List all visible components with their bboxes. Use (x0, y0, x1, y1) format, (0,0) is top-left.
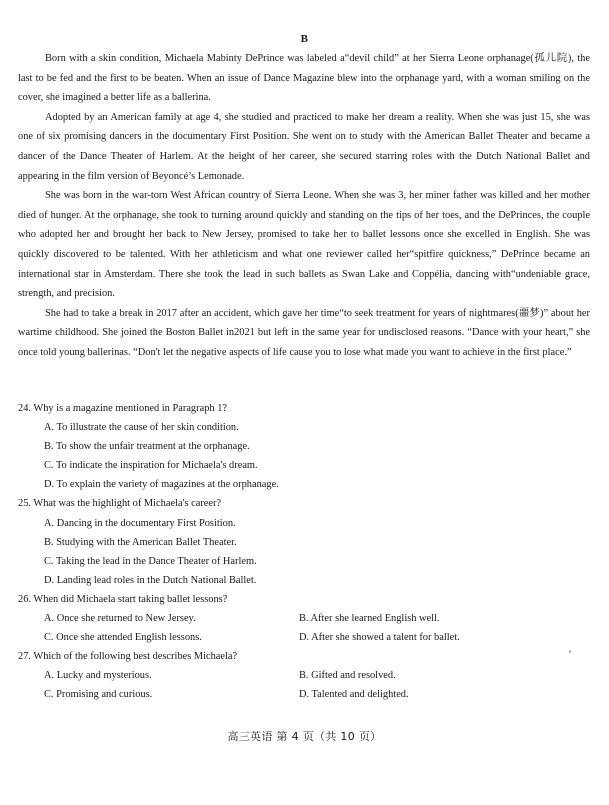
passage-paragraph-3: She was born in the war-torn West African country of Sierra Leone. When she was 3, her miner father was killed and her mother died of hunger. At the orphanage, she took to turning around quickly and standing on the tips of her toes, and the DePrinces, the couple who adopted her and brought her back to New Jersey, promised to take her to ballet lessons once she excelled in English. She was quickly discovered to be talented. With her athleticism and what one reviewer called her“spitfire quickness,” DePrince became an international star in Amsterdam. There she took the lead in such ballets as Swan Lake and Coppélia, dancing with“undeniable grace, strength, and precision. (18, 190, 590, 300)
question-26-option-a: A. Once she returned to New Jersey. (44, 613, 196, 625)
question-24-stem: 24. Why is a magazine mentioned in Paragraph 1? (18, 403, 227, 414)
question-list (18, 399, 590, 705)
section-letter: B (300, 33, 309, 45)
passage-paragraph-2: Adopted by an American family at age 4, she studied and practiced to make her dream a reality. When she was just 15, she was one of six promising dancers in the documentary First Position. She went on to study with the American Ballet Theater and became a dancer of the Dance Theater of Harlem. At the height of her career, she secured starring roles with the Dutch National Ballet and appearing in the film version of Beyoncé’s Lemonade. (18, 111, 590, 182)
question-25-stem: 25. What was the highlight of Michaela's career? (18, 498, 222, 510)
question-24-option-b: B. To show the unfair treatment at the orphanage. (44, 441, 250, 453)
page-footer: 高三英语 第 4 页（共 10 页） (227, 730, 382, 743)
question-25-option-d: D. Landing lead roles in the Dutch National Ballet. (44, 574, 257, 586)
question-25-option-b: B. Studying with the American Ballet Theater. (44, 536, 237, 548)
question-24-option-a: A. To illustrate the cause of her skin condition. (44, 422, 239, 434)
question-26-stem: 26. When did Michaela start taking ballet lessons? (18, 593, 228, 605)
question-27-option-d: D. Talented and delighted. (299, 689, 409, 701)
question-27-stem: 27. Which of the following best describes Michaela? (18, 651, 238, 663)
question-25-option-a: A. Dancing in the documentary First Position. (44, 517, 236, 529)
question-27-option-a: A. Lucky and mysterious. (44, 670, 152, 682)
question-27-row-1 (18, 666, 590, 685)
passage-paragraph-4: She had to take a break in 2017 after an accident, which gave her time“to seek treatment for years of nightmares(噩梦)” about her wartime childhood. She joined the Boston Ballet in2021 but left in the same year for undisclosed reasons. “Dance with your heart,” she once told young ballerinas. “Don't let the negative aspects of life cause you to lose what made you want to achieve in the first place.” (18, 307, 590, 358)
question-26-option-c: C. Once she attended English lessons. (44, 632, 202, 644)
passage-paragraph-1: Born with a skin condition, Michaela Mabinty DePrince was labeled a“devil child” at her Sierra Leone orphanage(孤儿院), the last to be fed and the first to be beaten. When an issue of Dance Magazine blew into the orphanage yard, with a woman smiling on the cover, she imagined a better life as a ballerina. (18, 53, 590, 104)
question-24-option-d: D. To explain the variety of magazines at the orphanage. (44, 479, 279, 491)
question-26-option-d: D. After she showed a talent for ballet. (299, 632, 460, 644)
question-26-row-1 (18, 609, 590, 628)
question-25-option-c: C. Taking the lead in the Dance Theater of Harlem. (44, 555, 257, 567)
question-27-option-c: C. Promising and curious. (44, 689, 153, 701)
question-27-row-2 (18, 685, 590, 704)
question-27-option-b: B. Gifted and resolved. (299, 670, 396, 682)
reading-passage (18, 49, 590, 363)
question-26-row-2 (18, 628, 590, 647)
scan-speck (569, 650, 571, 653)
question-24-option-c: C. To indicate the inspiration for Michaela's dream. (44, 460, 258, 472)
question-26-option-b: B. After she learned English well. (299, 613, 440, 625)
